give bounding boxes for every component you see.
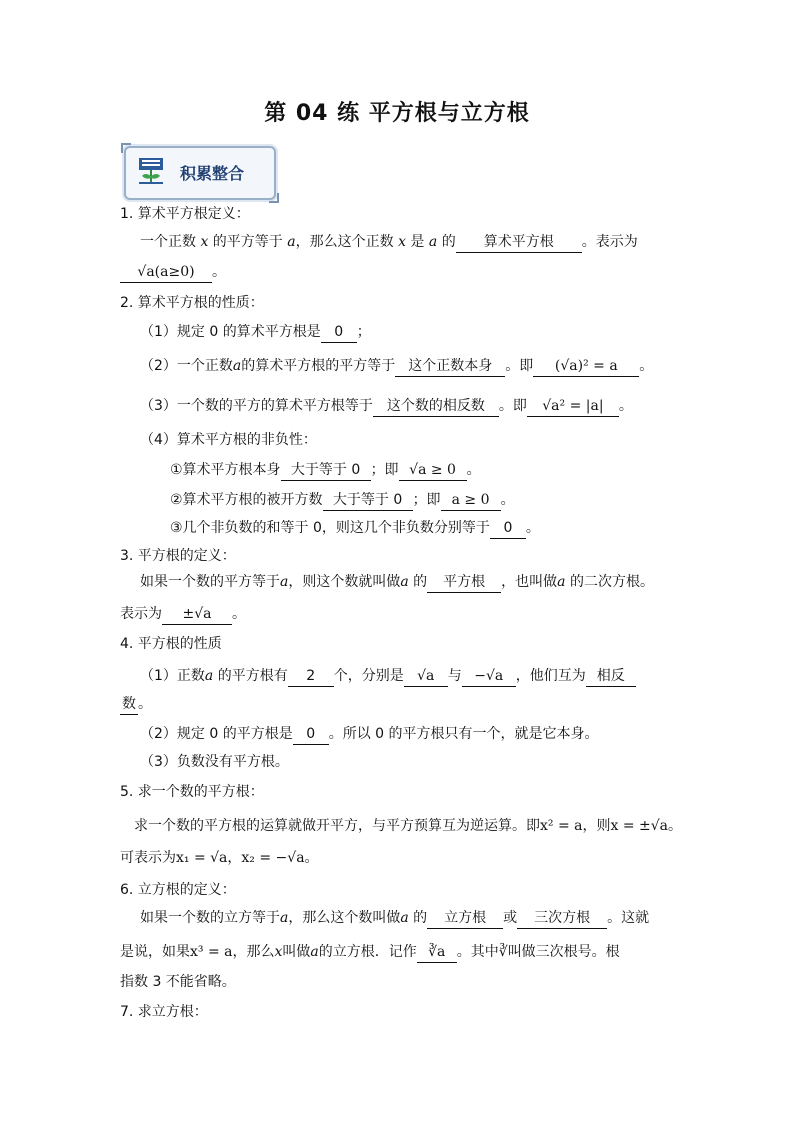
text: 一个正数 [140,234,201,250]
s4-p2 [140,724,599,745]
text: ③几个非负数的和等于 0，则这几个非负数分别等于 [170,520,490,536]
var: a [310,944,319,960]
text: （1）正数 [140,668,205,684]
text: 。 [618,398,633,414]
text: 的立方根．记作 [318,944,417,960]
text: ，那么这个正数 [295,234,399,250]
answer-blank: 这个数的相反数 [373,396,499,417]
s2-p4-heading: （4）算术平方根的非负性： [140,432,317,448]
text: 是说，如果 [120,944,190,960]
text: 或 [503,910,518,926]
text: （2）规定 0 的平方根是 [140,726,293,742]
text: 表示为 [120,606,162,622]
formula: x₂ = −√a [241,850,305,866]
formula-blank: ∛a [417,942,457,963]
text: ，那么 [232,944,275,960]
var: a [232,358,242,374]
answer-blank: 相反 [586,666,636,687]
text: 如果一个数的平方等于 [140,574,280,590]
text: 叫做三次根号。根 [507,944,620,960]
text: ；即 [412,492,441,508]
answer-blank: √a(a≥0) [120,262,212,283]
s2-p4c [170,518,540,539]
text: ①算术平方根本身 [170,462,281,478]
text: （2）一个正数 [140,358,233,374]
text: 。 [500,492,515,508]
text: 的 [408,574,428,590]
text: 如果一个数的立方等于 [140,910,280,926]
formula: x³ = a [190,944,233,960]
answer-blank: 这个正数本身 [395,356,505,377]
text: 叫做 [282,944,311,960]
s2-p2 [140,356,653,377]
badge-corner [121,143,131,153]
s4-p3: （3）负数没有平方根。 [140,754,289,770]
s5-line1 [134,816,682,836]
s6-line1 [140,908,649,929]
s2-p3 [140,396,633,417]
badge-label: 积累整合 [180,164,245,183]
s3-line1 [140,572,654,593]
text: 。 [466,462,481,478]
formula-blank: (√a)² = a [533,356,639,377]
s7-heading: 7. 求立方根： [120,1004,208,1020]
answer-blank: 2 [288,666,334,687]
text: 的 [408,910,428,926]
answer-blank: 立方根 [427,908,503,929]
var: a [204,668,214,684]
s3-heading: 3. 平方根的定义： [120,548,236,564]
text: 个，分别是 [333,668,404,684]
var: a [557,574,566,590]
s1-heading: 1. 算术平方根定义： [120,206,250,222]
answer-blank: 0 [490,518,526,539]
text: 。表示为 [581,234,638,250]
s6-heading: 6. 立方根的定义： [120,882,236,898]
answer-blank: 三次方根 [517,908,607,929]
text: ，也叫做 [501,574,558,590]
s2-p4b [170,490,515,511]
s1-line2 [120,262,226,283]
s6-line2 [120,942,620,963]
answer-blank: 平方根 [427,572,501,593]
text: 是 [405,234,429,250]
text: 可表示为 [120,850,176,866]
text: 的平方根有 [213,668,288,684]
text: 。即 [498,398,527,414]
formula-blank: √a [404,666,448,687]
text: 与 [447,668,462,684]
s1-line1 [140,232,638,253]
book-plant-icon [136,156,166,186]
text: 。 [304,850,319,866]
text: （3）一个数的平方的算术平方根等于 [140,398,373,414]
text: 。即 [505,358,534,374]
text: 求一个数的平方根的运算就做开平方，与平方预算互为逆运算。即 [134,818,540,834]
formula-blank: √a² = |a| [527,396,619,417]
answer-blank: 0 [293,724,329,745]
s2-heading: 2. 算术平方根的性质： [120,295,264,311]
s5-heading: 5. 求一个数的平方根： [120,784,264,800]
section-badge [124,146,276,200]
s4-p1 [140,666,636,687]
text: 。 [525,520,540,536]
var: a [400,574,409,590]
answer-blank: 大于等于 0 [323,490,413,511]
s6-line3: 指数 3 不能省略。 [120,974,236,990]
text: ，那么这个数叫做 [288,910,401,926]
answer-blank: 数 [120,694,138,715]
badge-corner [269,193,279,203]
text: （1）规定 0 的算术平方根是 [140,324,321,340]
var: a [280,910,289,926]
s2-p1 [140,322,371,343]
text: ， [227,850,242,866]
text: 。这就 [607,910,650,926]
formula: x₁ = √a [176,850,228,866]
text: 的二次方根。 [565,574,654,590]
text: ②算术平方根的被开方数 [170,492,323,508]
s4-heading: 4. 平方根的性质 [120,636,222,652]
var: x [200,234,209,250]
answer-blank: 算术平方根 [456,232,582,253]
s3-line2 [120,604,246,625]
formula: x = ±√a [610,818,669,834]
text: 。 [212,264,226,280]
page-title: 第 04 练 平方根与立方根 [264,101,530,126]
formula-blank: −√a [462,666,516,687]
s2-p4a [170,460,481,481]
formula-blank: ±√a [162,604,232,625]
text: ，他们互为 [515,668,586,684]
text: 。 [138,696,152,712]
text: 的算术平方根的平方等于 [241,358,396,374]
s4-p1-cont [120,694,152,715]
text: 。所以 0 的平方根只有一个，就是它本身。 [328,726,599,742]
text: 。 [232,606,246,622]
text: 。其中 [456,944,499,960]
text: 的 [437,234,456,250]
s5-line2 [120,848,319,868]
text: ，则 [582,818,611,834]
var: a [428,234,438,250]
var: a [287,234,296,250]
text: ，则这个数就叫做 [288,574,401,590]
var: x [274,944,283,960]
cube-root-symbol: ∛ [498,944,508,960]
text: ； [356,324,371,340]
var: x [398,234,406,250]
answer-blank: 0 [321,322,357,343]
text: 的平方等于 [208,234,288,250]
var: a [400,910,409,926]
var: a [280,574,289,590]
text: ；即 [370,462,399,478]
text: 。 [668,818,683,834]
text: 。 [639,358,654,374]
formula-blank: a ≥ 0 [441,490,501,511]
formula: x² = a [540,818,583,834]
formula-blank: √a ≥ 0 [399,460,467,481]
answer-blank: 大于等于 0 [281,460,371,481]
